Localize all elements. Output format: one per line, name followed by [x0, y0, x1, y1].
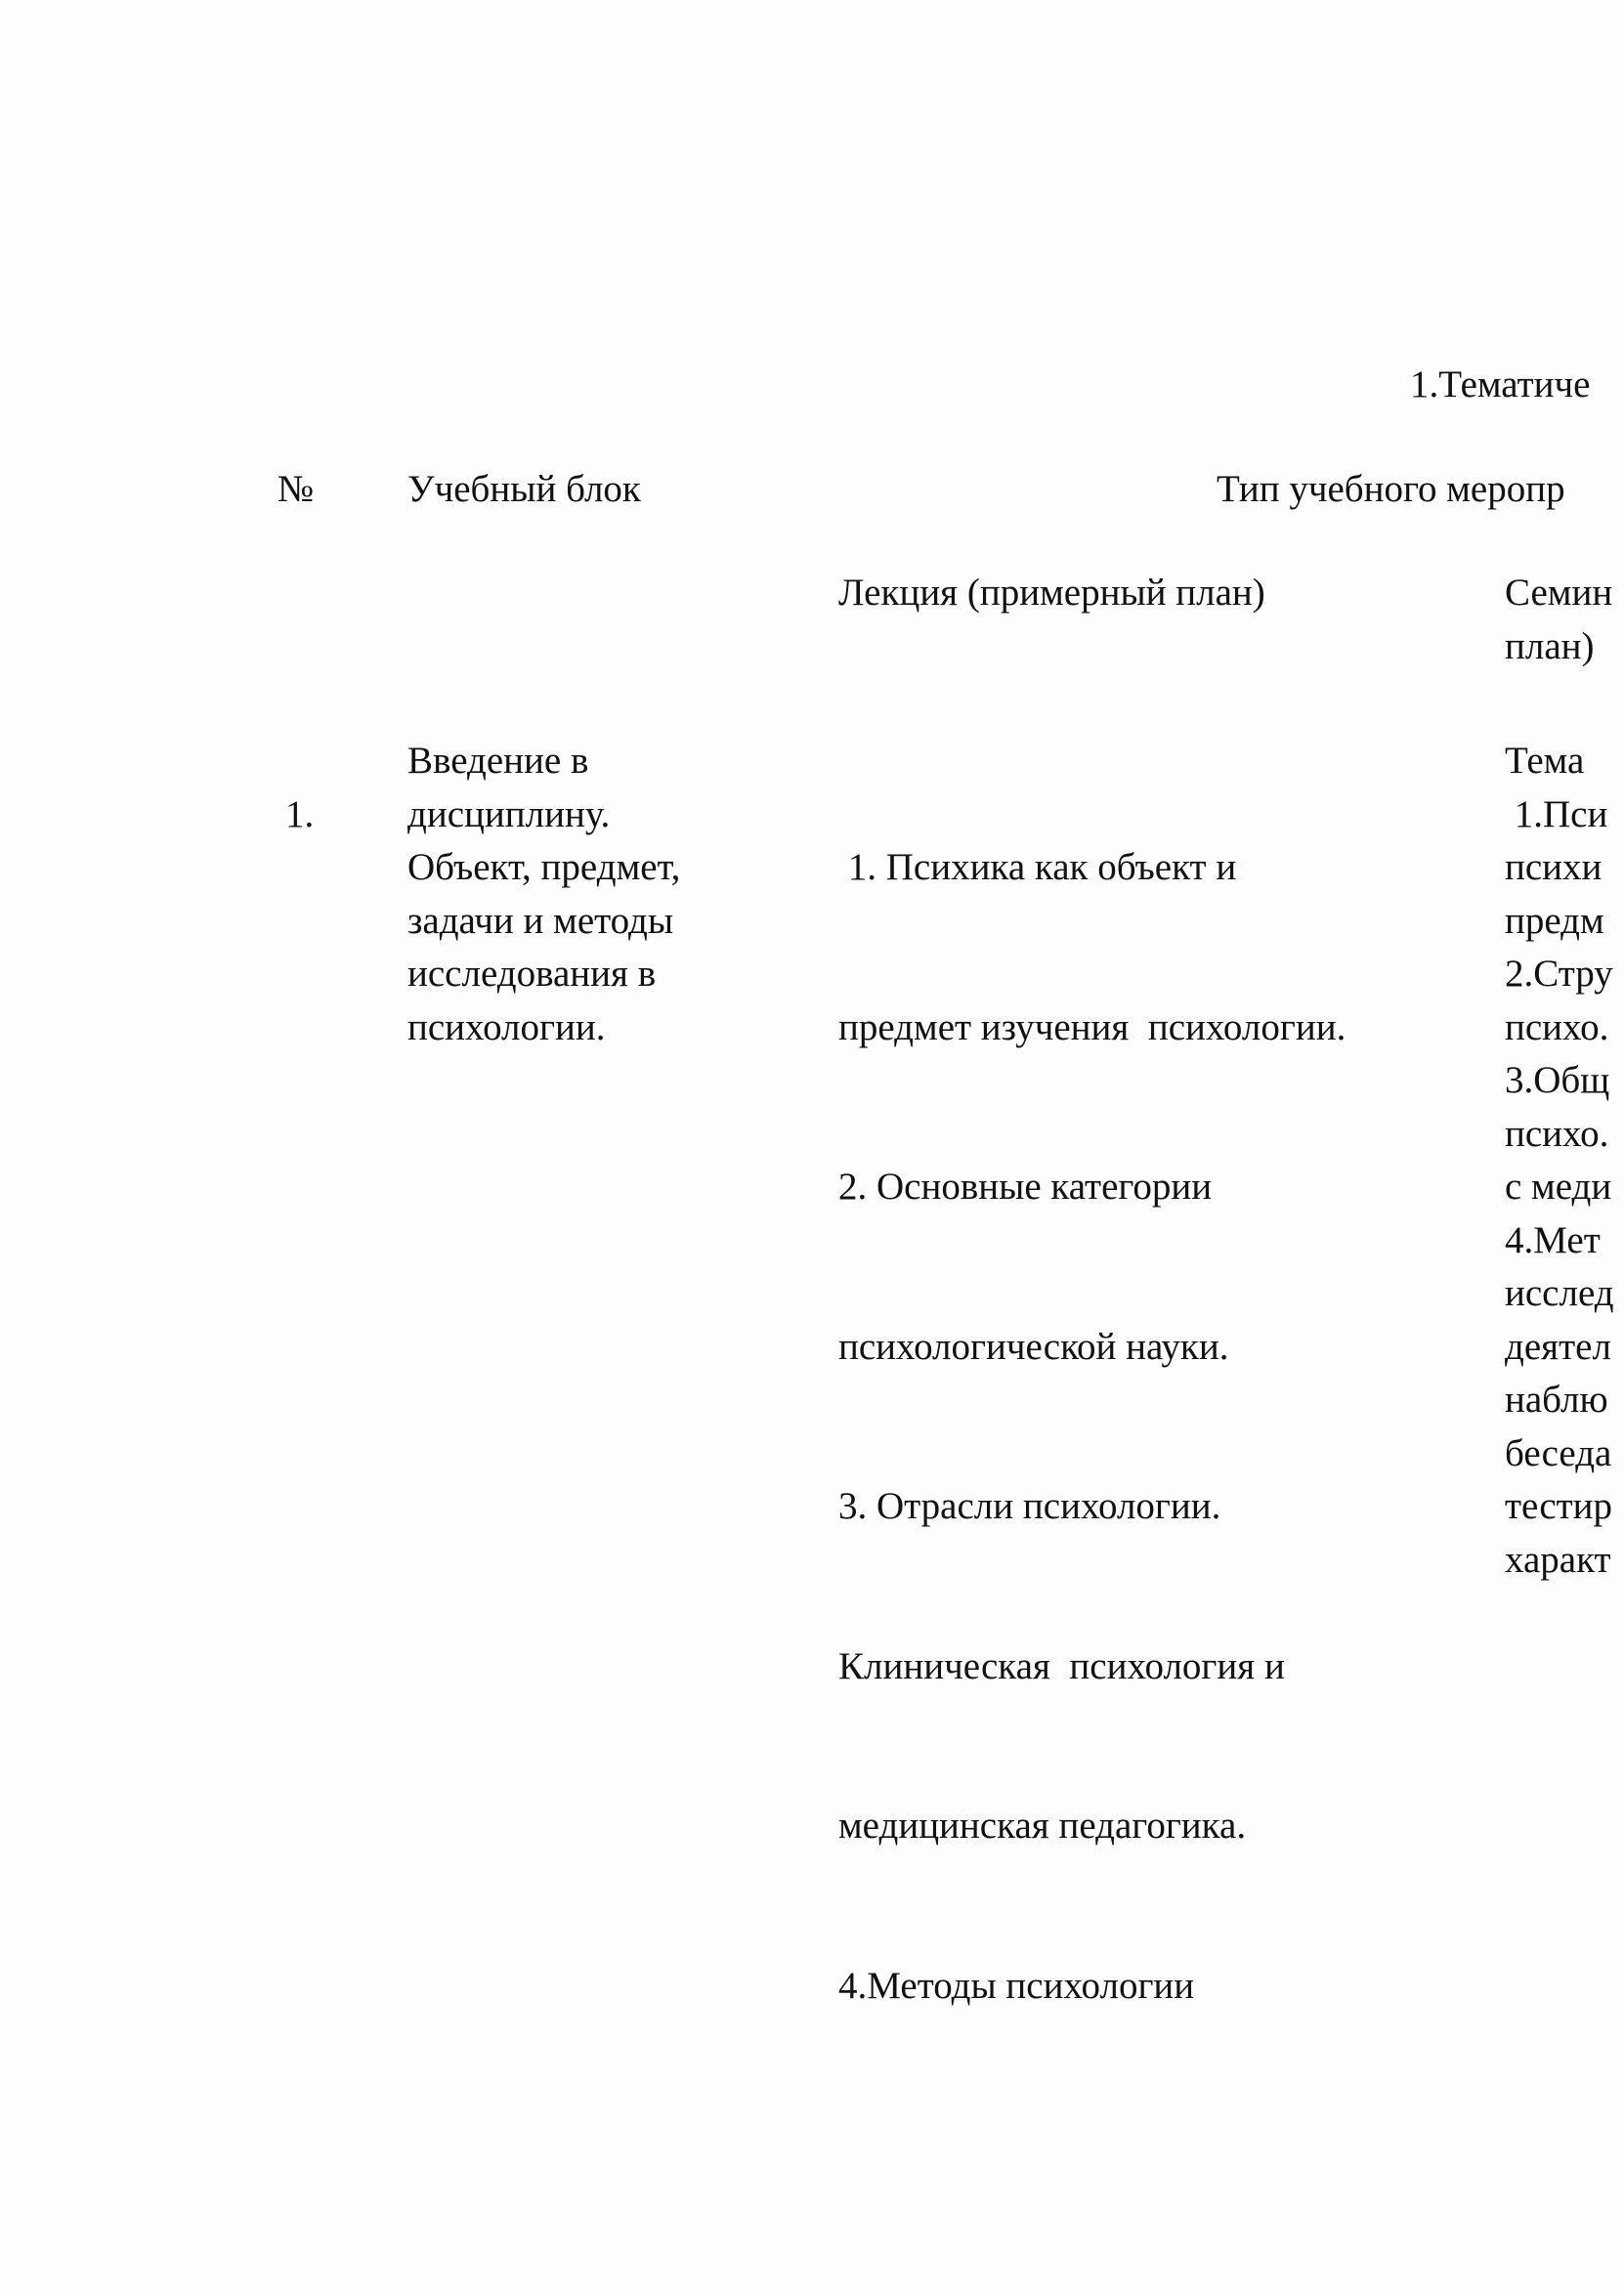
header-lecture: Лекция (примерный план)	[838, 572, 1265, 614]
lecture-line: предмет изучения психологии.	[838, 1005, 1346, 1048]
lecture-line: психологической науки.	[838, 1325, 1229, 1368]
lecture-line: Клиническая психология и	[838, 1644, 1285, 1687]
page-title: 1.Тематиче	[1410, 363, 1591, 405]
seminar-line: Тема	[1505, 740, 1585, 782]
seminar-line: психо.	[1505, 1112, 1609, 1155]
seminar-line: деятел	[1505, 1325, 1611, 1368]
block-line: Объект, предмет,	[407, 846, 681, 888]
seminar-line: 4.Мет	[1505, 1218, 1601, 1261]
seminar-line: 3.Общ	[1505, 1059, 1610, 1101]
lecture-line: медицинская педагогика.	[838, 1805, 1247, 1847]
header-activity-type: Тип учебного меропр	[1217, 468, 1565, 510]
seminar-line: беседа	[1505, 1431, 1612, 1474]
row-seminar-cell	[1505, 735, 1614, 1587]
lecture-line: 3. Отрасли психологии.	[838, 1485, 1221, 1527]
seminar-line: наблю	[1505, 1379, 1608, 1421]
block-line: дисциплину.	[407, 792, 611, 835]
block-line: психологии.	[407, 1005, 606, 1048]
lecture-line: 4.Методы психологии	[838, 1964, 1195, 2007]
seminar-line: характ	[1505, 1538, 1611, 1581]
lecture-line: 1. Психика как объект и	[838, 846, 1237, 888]
seminar-line: предм	[1505, 899, 1604, 942]
header-block: Учебный блок	[407, 468, 641, 510]
seminar-line: 2.Стру	[1505, 953, 1613, 995]
block-line: исследования в	[407, 953, 657, 995]
row-block-cell	[407, 735, 680, 1054]
header-number: №	[278, 468, 315, 510]
seminar-line: тестир	[1505, 1485, 1613, 1527]
seminar-line: психи	[1505, 846, 1603, 888]
seminar-line: психо.	[1505, 1005, 1609, 1048]
row-number: 1.	[285, 793, 315, 835]
row-lecture-cell	[838, 735, 1346, 2066]
seminar-line: исслед	[1505, 1272, 1614, 1314]
lecture-line: 2. Основные категории	[838, 1166, 1213, 1208]
seminar-line: с меди	[1505, 1166, 1612, 1208]
block-line: Введение в	[407, 740, 589, 782]
header-seminar-line: план)	[1505, 624, 1595, 667]
header-seminar-line: Семин	[1505, 572, 1613, 614]
block-line: задачи и методы	[407, 899, 674, 942]
header-seminar	[1505, 567, 1612, 673]
seminar-line: 1.Пси	[1505, 792, 1608, 835]
